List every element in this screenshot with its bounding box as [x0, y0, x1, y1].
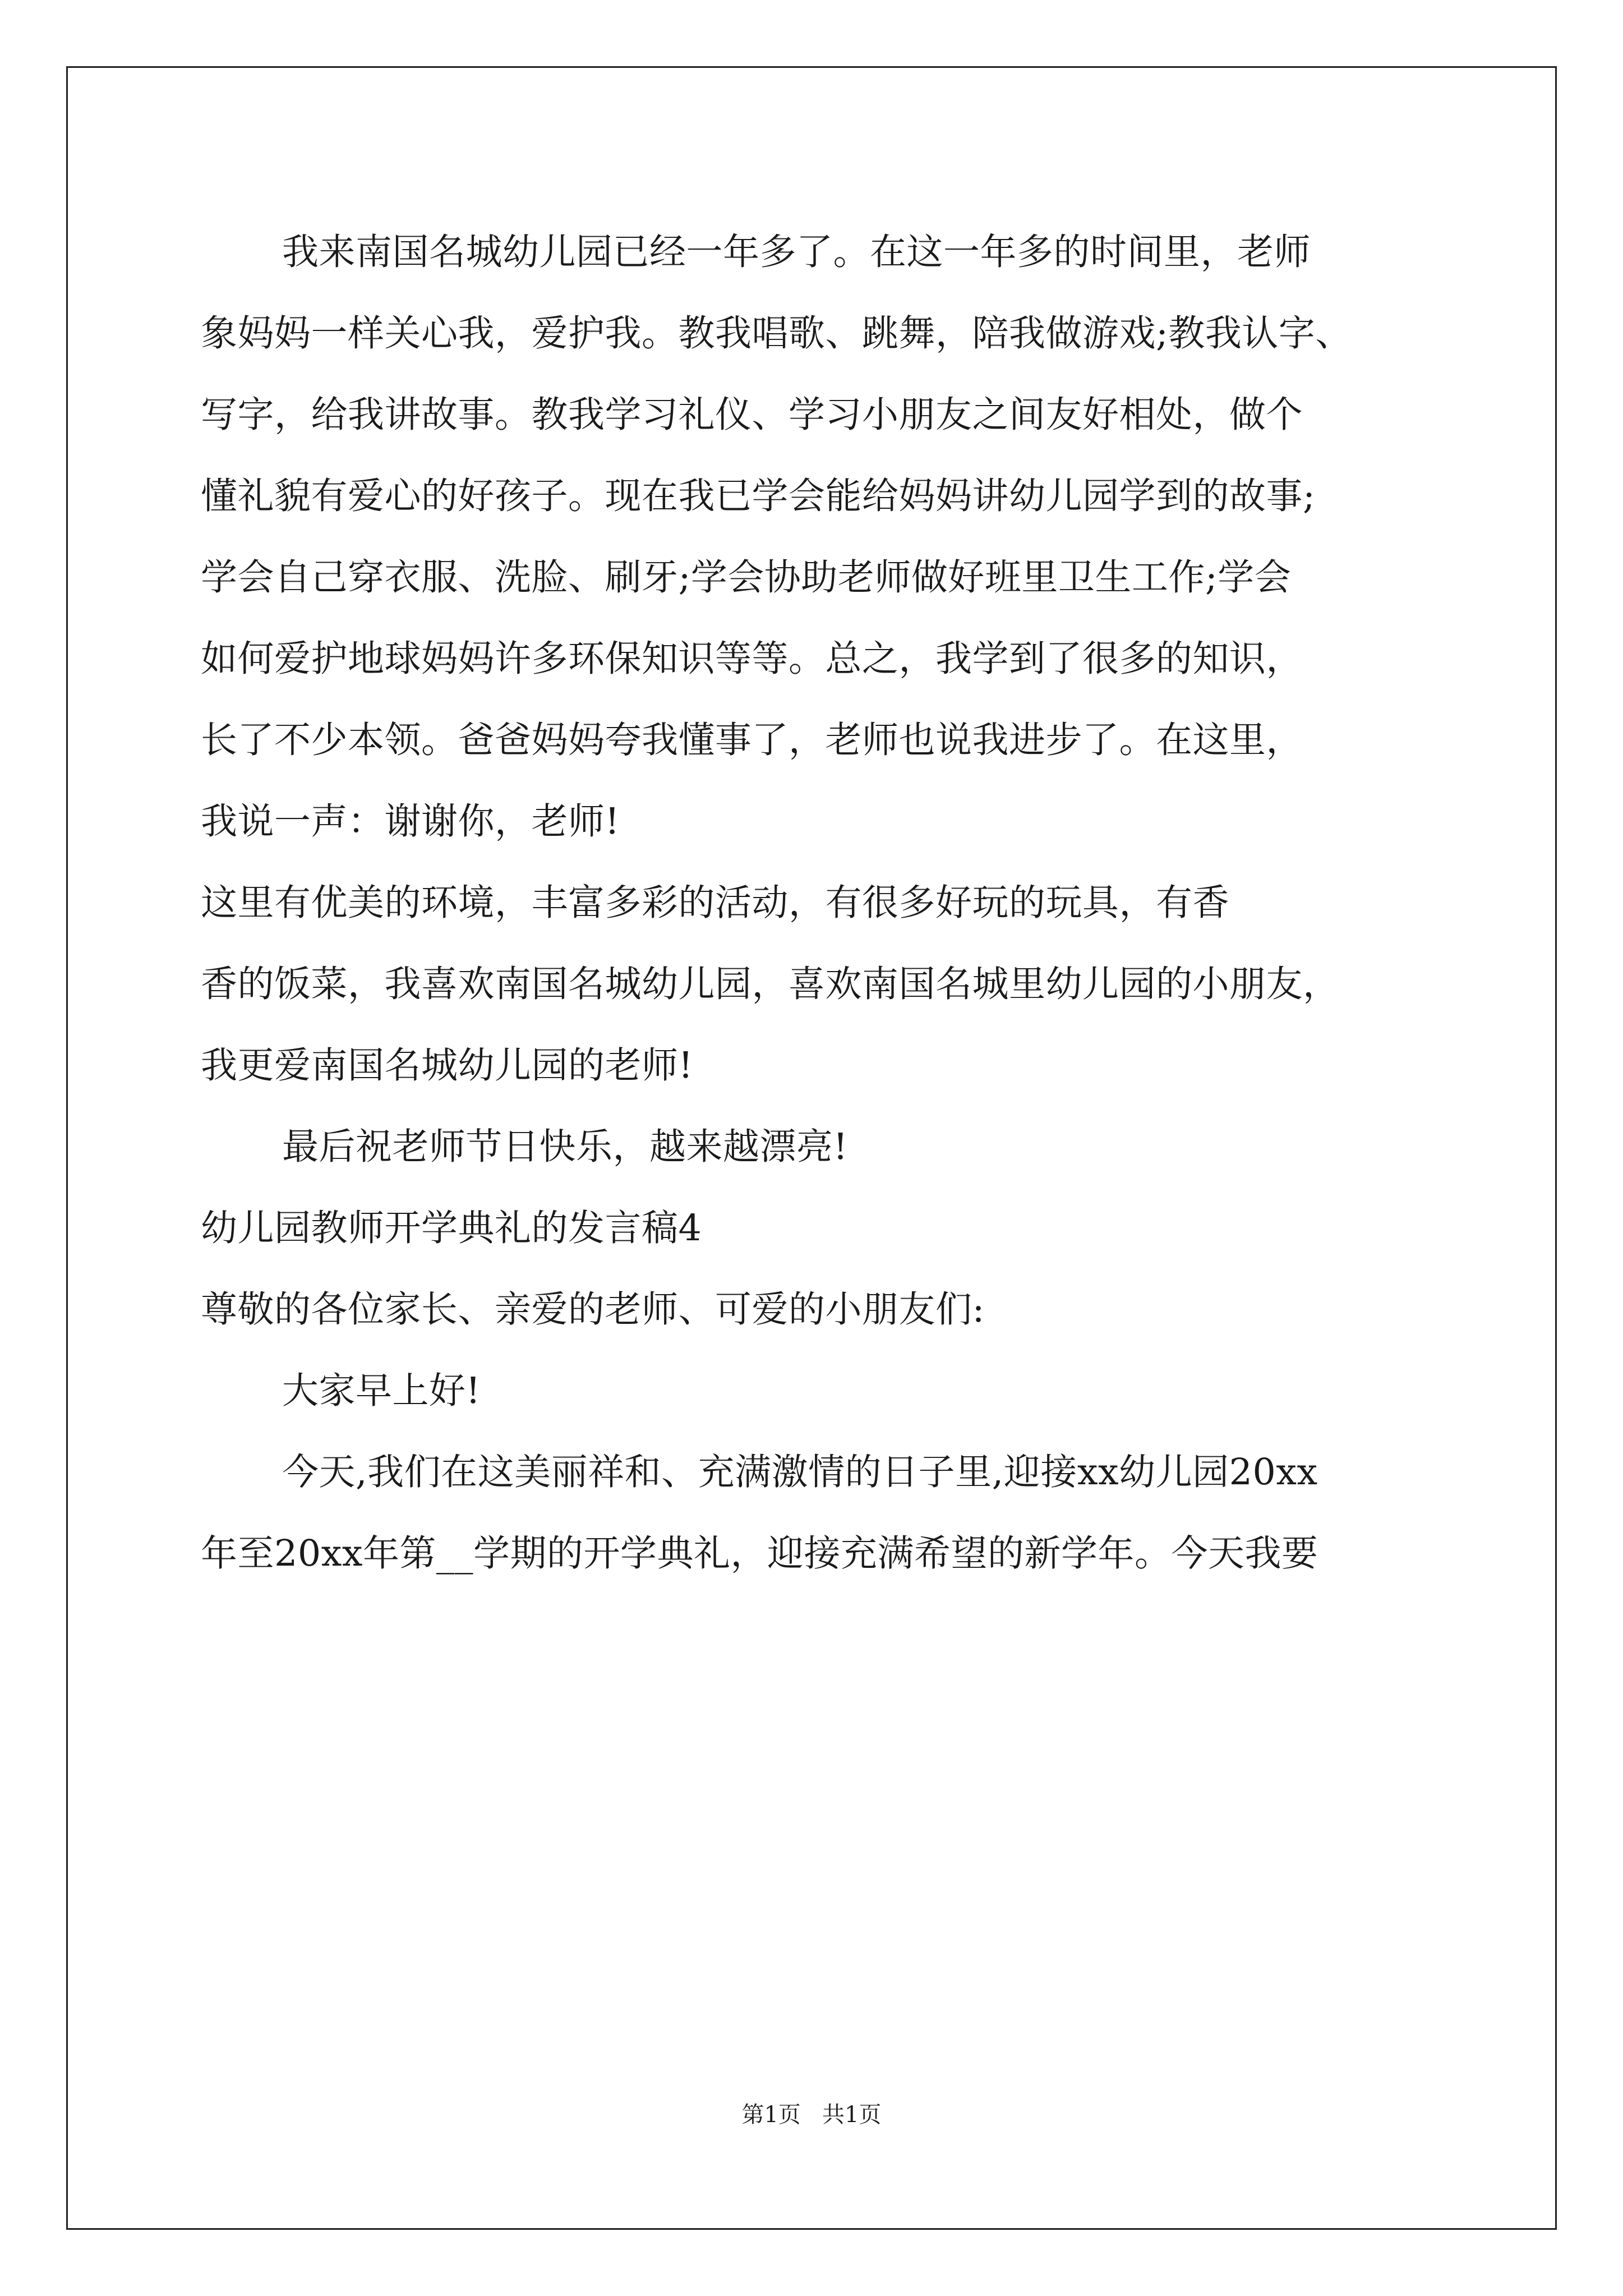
paragraph-line: 最后祝老师节日快乐，越来越漂亮!: [282, 1126, 849, 1168]
paragraph-line: 我说一声：谢谢你，老师!: [201, 800, 620, 843]
paragraph-line: 懂礼貌有爱心的好孩子。现在我已学会能给妈妈讲幼儿园学到的故事;: [201, 475, 1316, 517]
paragraph-line: 这里有优美的环境，丰富多彩的活动，有很多好玩的玩具，有香: [201, 882, 1230, 924]
salutation: 尊敬的各位家长、亲爱的老师、可爱的小朋友们:: [201, 1289, 985, 1331]
section-heading: 幼儿园教师开学典礼的发言稿4: [201, 1207, 702, 1249]
paragraph-line: 今天,我们在这美丽祥和、充满激情的日子里,迎接xx幼儿园20xx: [282, 1451, 1318, 1493]
paragraph-line: 如何爱护地球妈妈许多环保知识等等。总之，我学到了很多的知识，: [201, 638, 1303, 680]
greeting: 大家早上好!: [282, 1370, 481, 1412]
paragraph-line: 写字，给我讲故事。教我学习礼仪、学习小朋友之间友好相处，做个: [201, 394, 1303, 436]
page-footer: 第1页 共1页: [741, 2102, 882, 2128]
paragraph-line: 学会自己穿衣服、洗脸、刷牙;学会协助老师做好班里卫生工作;学会: [201, 556, 1292, 599]
paragraph-line: 年至20xx年第__学期的开学典礼，迎接充满希望的新学年。今天我要: [201, 1533, 1318, 1575]
paragraph-line: 长了不少本领。爸爸妈妈夸我懂事了，老师也说我进步了。在这里，: [201, 719, 1303, 761]
paragraph-line: 香的饭菜，我喜欢南国名城幼儿园，喜欢南国名城里幼儿园的小朋友，: [201, 963, 1340, 1005]
paragraph-line: 我更爱南国名城幼儿园的老师!: [201, 1045, 694, 1087]
paragraph-line: 我来南国名城幼儿园已经一年多了。在这一年多的时间里，老师: [282, 231, 1311, 273]
paragraph-line: 象妈妈一样关心我，爱护我。教我唱歌、跳舞，陪我做游戏;教我认字、: [201, 312, 1352, 355]
